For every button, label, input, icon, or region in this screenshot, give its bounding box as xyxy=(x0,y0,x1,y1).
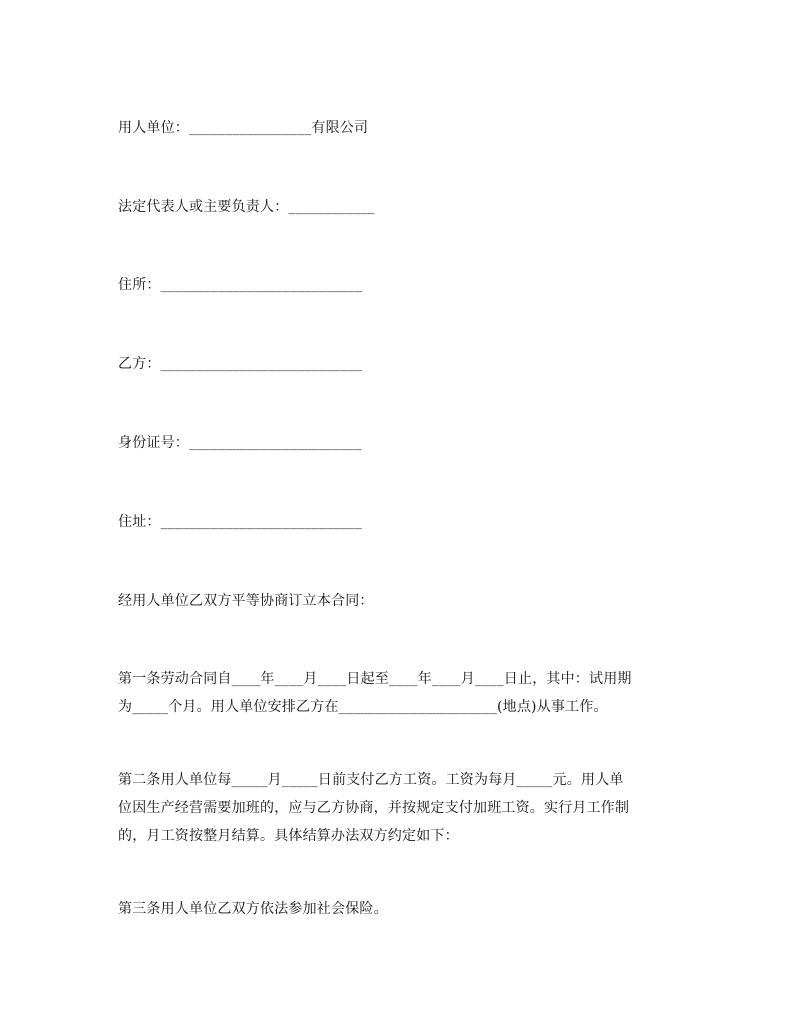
article-2-line-1: 第二条用人单位每_____月_____日前支付乙方工资。工资为每月_____元。用人单 xyxy=(118,772,624,788)
article-1-line-2: 为_____个月。用人单位安排乙方在______________________(地点)从事工作。 xyxy=(118,699,608,715)
article-2 xyxy=(118,766,690,850)
article-3: 第三条用人单位乙双方依法参加社会保险。 xyxy=(118,901,388,917)
id-number-line: 身份证号：________________________ xyxy=(118,435,362,451)
intro-line: 经用人单位乙双方平等协商订立本合同： xyxy=(118,593,374,609)
article-2-line-2: 位因生产经营需要加班的，应与乙方协商，并按规定支付加班工资。实行月工作制 xyxy=(118,800,630,816)
article-2-line-3: 的，月工资按整月结算。具体结算办法双方约定如下： xyxy=(118,828,459,844)
employer-line: 用人单位：_________________有限公司 xyxy=(118,120,369,136)
address-line: 住所：____________________________ xyxy=(118,277,363,293)
legal-representative-line: 法定代表人或主要负责人：____________ xyxy=(118,199,375,215)
party-b-line: 乙方：____________________________ xyxy=(118,356,363,372)
residence-line: 住址：____________________________ xyxy=(118,514,363,530)
article-1 xyxy=(118,665,690,721)
article-1-line-1: 第一条劳动合同自____年____月____日起至____年____月____日止，其中：试用期 xyxy=(118,671,632,687)
